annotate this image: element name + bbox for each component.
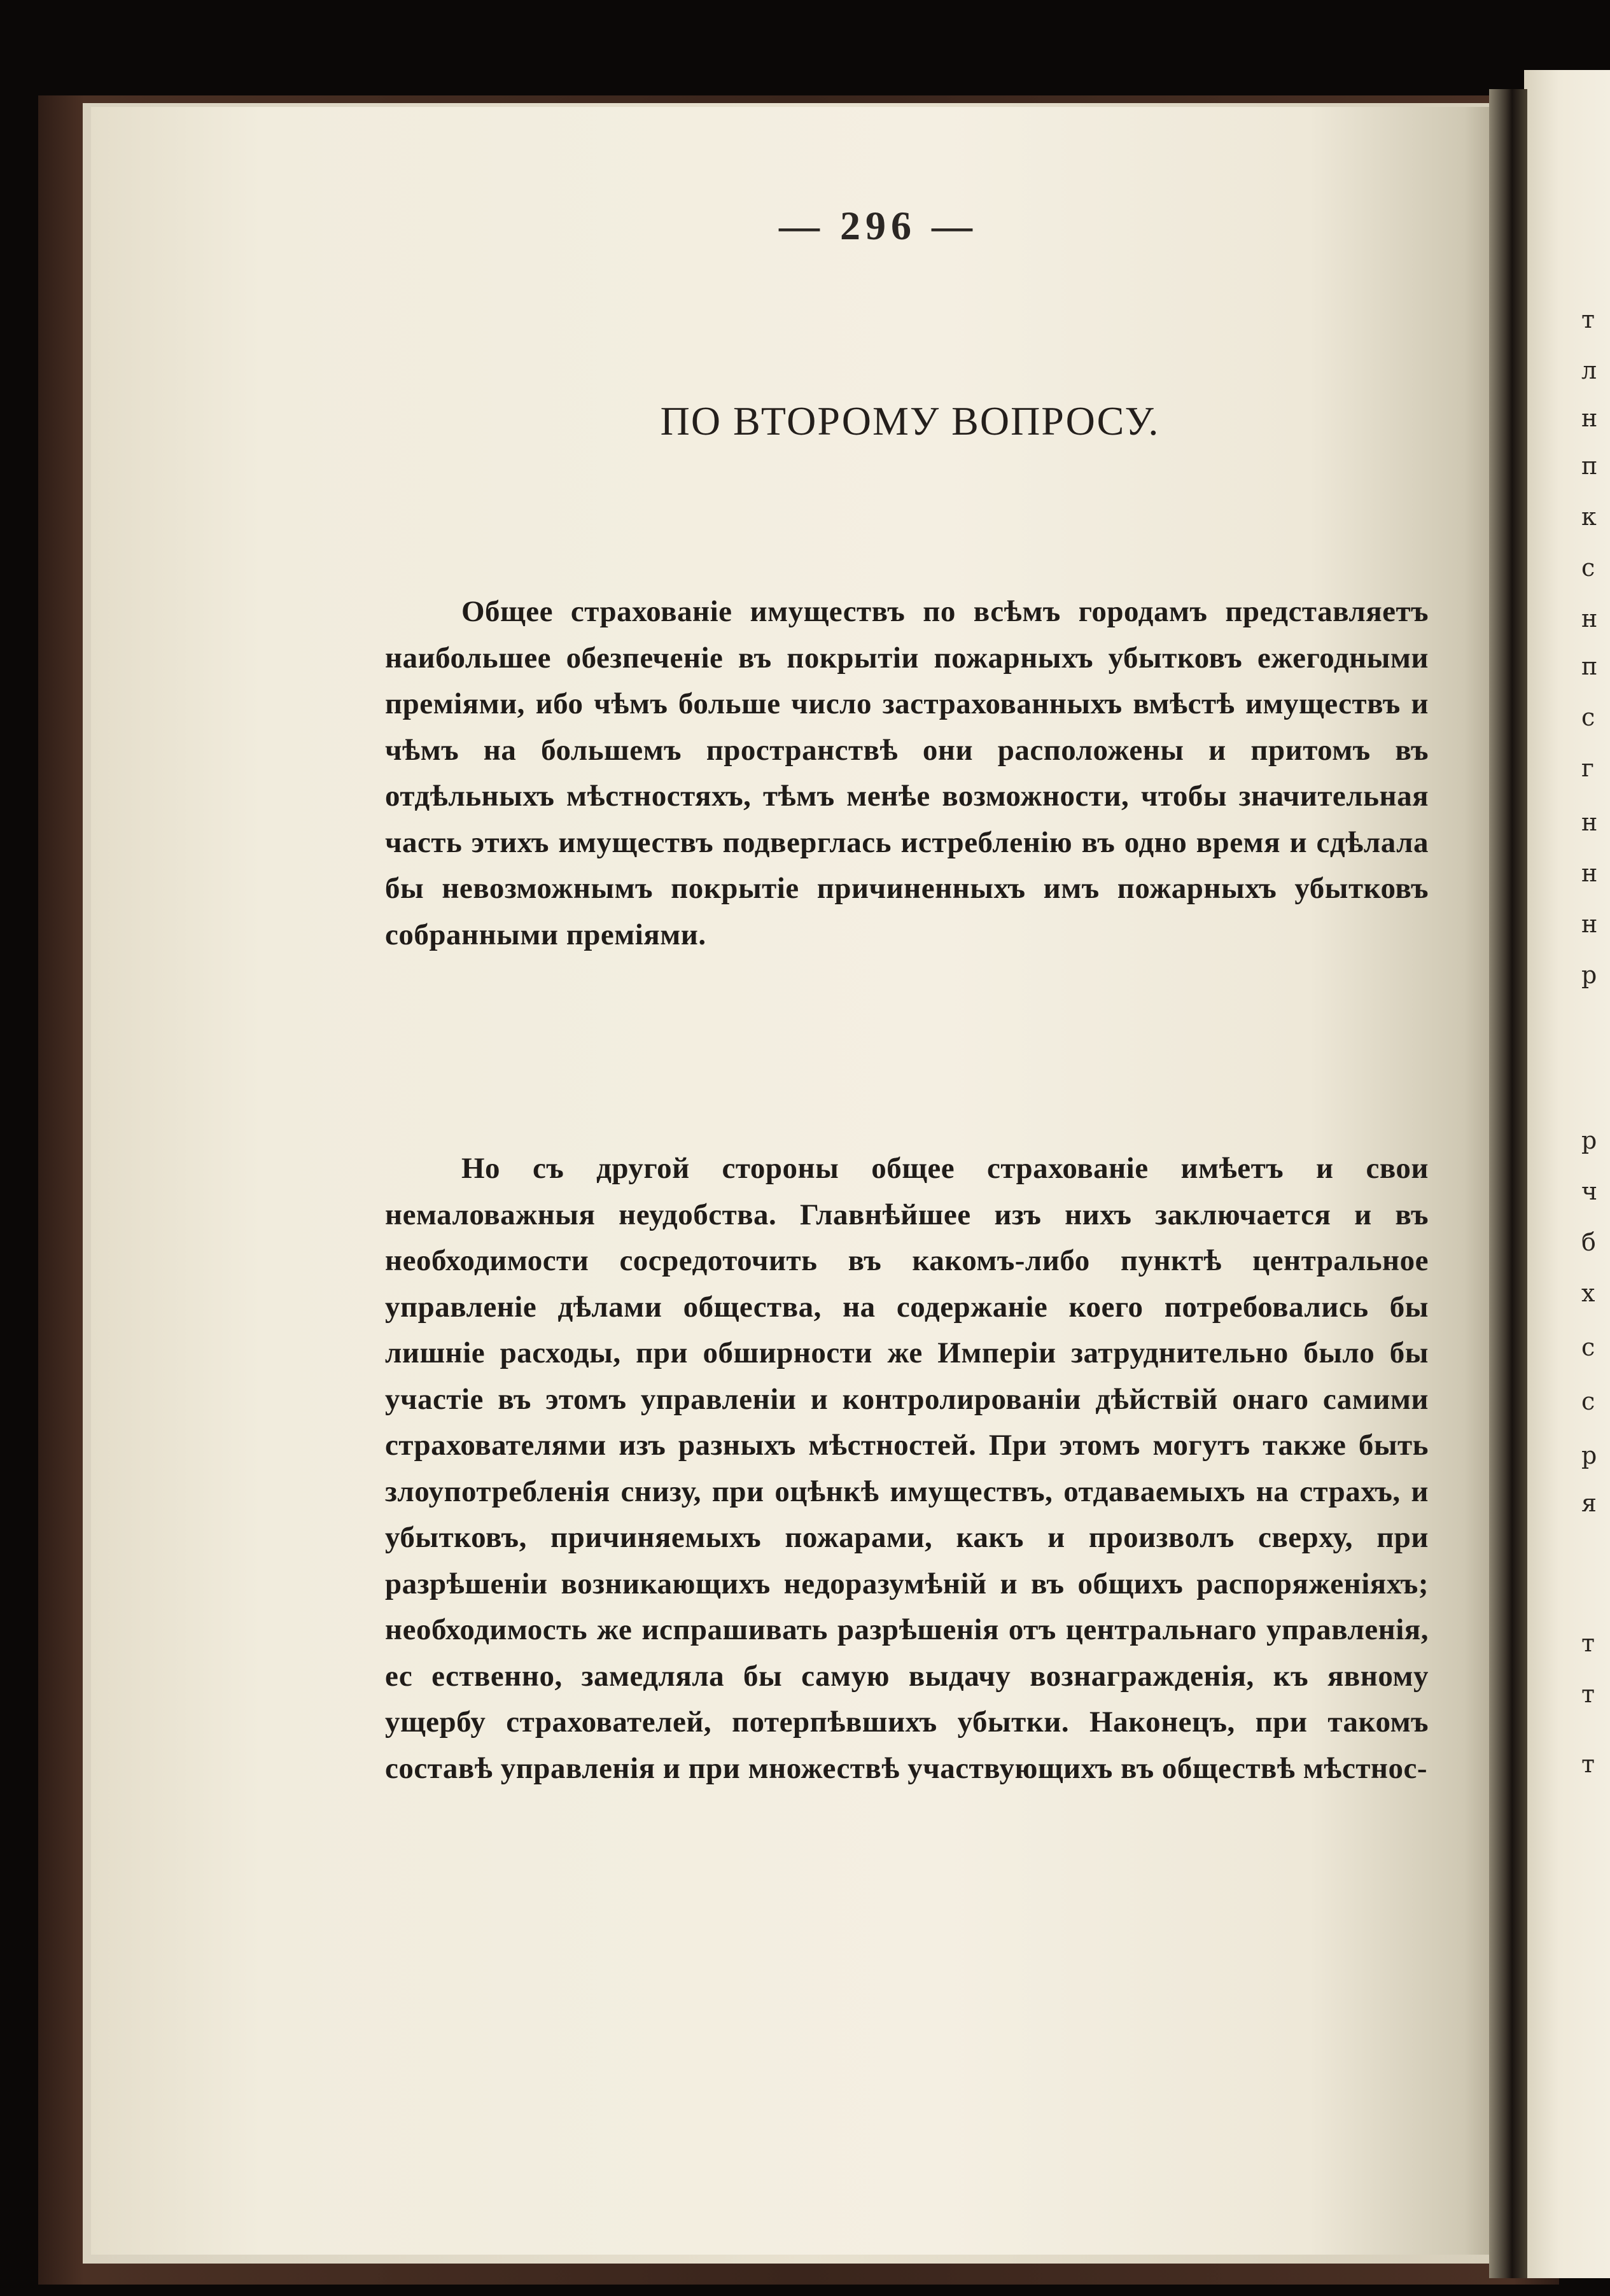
next-page-letter: н [1581,910,1598,938]
next-page-letter: с [1581,554,1595,582]
next-page-letter: р [1581,1441,1597,1469]
next-page-letter: л [1581,356,1597,384]
paragraph-1: Общее страхованіе имуществъ по всѣмъ городамъ представляетъ наибольшее обезпеченіе въ покрытіи пожарныхъ убытковъ ежегодными преміями, ибо чѣмъ больше число застрахованныхъ вмѣстѣ имуществъ и чѣмъ на большемъ пространствѣ они расположены и притомъ въ отдѣльныхъ мѣстностяхъ, тѣмъ менѣе возможности, чтобы значительная часть этихъ имуществъ подверглась истребленію въ одно время и сдѣлала бы невозможнымъ покрытіе причиненныхъ имъ пожарныхъ убытковъ собранными преміями. [385,595,1429,951]
next-page-letter: п [1581,452,1598,480]
section-heading: ПО ВТОРОМУ ВОПРОСУ. [660,398,1160,444]
next-page-letter: к [1581,503,1597,531]
next-page-letter: н [1581,605,1598,633]
next-page-letter: ч [1581,1177,1598,1205]
next-page-letter: н [1581,808,1598,836]
next-page-letter: т [1581,1680,1595,1708]
next-page-letter: с [1581,1387,1595,1415]
next-page-letter: р [1581,1126,1597,1154]
next-page-letter: р [1581,961,1597,989]
next-page-letter: н [1581,859,1598,887]
next-page-letter: с [1581,1333,1595,1361]
next-page-letter: с [1581,703,1595,731]
next-page-letter: б [1581,1228,1596,1256]
next-page-edge [1524,70,1610,2278]
next-page-letter: х [1581,1279,1595,1307]
next-page-letter: п [1581,652,1598,680]
next-page-letter: т [1581,1629,1595,1657]
next-page-letter: г [1581,754,1594,782]
next-page-letter: т [1581,1750,1595,1778]
next-page-letter: н [1581,404,1598,432]
next-page-letter: т [1581,305,1595,333]
next-page-letter: я [1581,1489,1597,1517]
page-number: — 296 — [779,203,977,248]
book-gutter [1489,89,1527,2278]
paragraph-2: Но съ другой стороны общее страхованіе имѣетъ и свои немаловажныя неудобства. Главнѣйшее изъ нихъ заключается и въ необходимости сосредоточить въ какомъ-либо пунктѣ центральное управленіе дѣлами общества, на содержаніе коего потребовались бы лишніе расходы, при обширности же Имперіи затруднительно было бы участіе въ этомъ управленіи и контролированіи дѣйствій онаго самими страхователями изъ разныхъ мѣстностей. При этомъ могутъ также быть злоупотребленія снизу, при оцѣнкѣ имуществъ, отдаваемыхъ на страхъ, и убытковъ, причиняемыхъ пожарами, какъ и произволъ сверху, при разрѣшеніи возникающихъ недоразумѣній и въ общихъ распоряженіяхъ; необходимость же испрашивать разрѣшенія отъ центральнаго управленія, ес ественно, замедляла бы самую выдачу вознагражденія, къ явному ущербу страхователей, потерпѣвшихъ убытки. Наконецъ, при такомъ составѣ управленія и при множествѣ участвующихъ въ обществѣ мѣстнос- [385,1152,1429,1785]
